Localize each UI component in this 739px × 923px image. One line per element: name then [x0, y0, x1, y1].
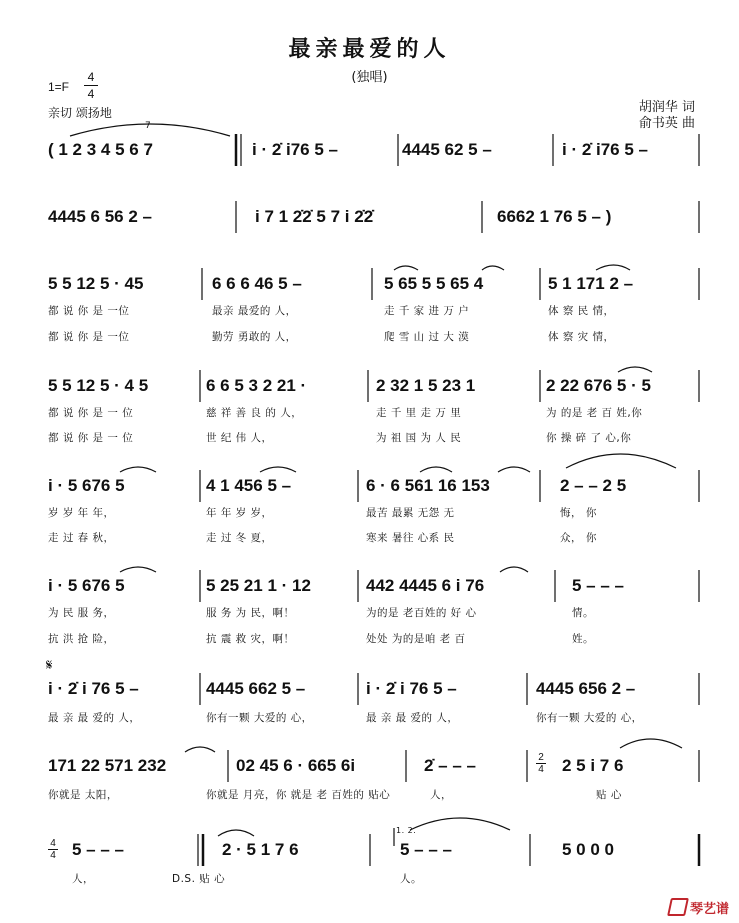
row1-measure4: i · 2̇ i76 5 – [562, 140, 648, 159]
volta-marks: 1. 2. [396, 826, 417, 835]
row7-lyric-a: 最 亲 最 爱的 人， [48, 712, 141, 724]
row5-measure1: i · 5 676 5 [48, 476, 125, 495]
row6-lyric1-d: 情。 [572, 607, 594, 619]
row7-lyric-b: 你有一颗 大爱的 心， [206, 712, 313, 724]
row5-lyric1-a: 岁 岁 年 年， [48, 507, 115, 519]
row5-measure3: 6 · 6 561 16 153 [366, 476, 490, 495]
sig-2-4-bottom: 4 [538, 764, 544, 775]
row6-lyric1-a: 为 民 服 务， [48, 607, 115, 619]
row6-measure3: 442 4445 6 i 76 [366, 576, 485, 595]
row8-measure2: 02 45 6 · 665 6i [236, 756, 356, 775]
row3-lyric2-c: 爬 雪 山 过 大 漠 [384, 331, 470, 343]
row3-measure1: 5 5 12 5 · 45 [48, 274, 144, 293]
sig-2-4-top: 2 [538, 752, 544, 763]
row5-measure2: 4 1 456 5 – [206, 476, 292, 495]
segno-sign: 𝄋 [46, 656, 53, 674]
row5-lyric1-c: 最苦 最累 无怨 无 [366, 507, 455, 519]
row4-lyric1-a: 都 说 你 是 一 位 [48, 407, 134, 419]
row9-measure2: 2 · 5 1 7 6 [222, 840, 299, 859]
row6-lyric1-c: 为的是 老百姓的 好 心 [366, 607, 477, 619]
row8-lyric-d: 贴 心 [596, 789, 622, 801]
logo-text: 琴艺谱 [689, 902, 729, 917]
row8-measure1: 171 22 571 232 [48, 756, 167, 775]
row9-measure4: 5 0 0 0 [562, 840, 614, 859]
row4-lyric2-b: 世 纪 伟 人， [206, 432, 273, 444]
row3-lyric1-d: 体 察 民 情， [548, 305, 615, 317]
row3-lyric2-b: 勤劳 勇敢的 人， [212, 331, 297, 343]
row3-lyric1-a: 都 说 你 是 一位 [48, 305, 130, 317]
row2-measure3: 6662 1 76 5 – ) [497, 207, 612, 226]
song-title: 最亲最爱的人 [288, 36, 451, 62]
row7-measure2: 4445 662 5 – [206, 679, 306, 698]
row3-lyric2-d: 体 察 灾 情， [548, 331, 615, 343]
row3-lyric1-b: 最亲 最爱的 人， [212, 305, 297, 317]
row6-lyric1-b: 服 务 为 民，啊！ [206, 607, 295, 619]
row6-measure4: 5 – – – [572, 576, 624, 595]
row9-lyric-a: 人， [72, 873, 94, 885]
row4-lyric2-a: 都 说 你 是 一 位 [48, 432, 134, 444]
row5-lyric2-a: 走 过 春 秋， [48, 532, 115, 544]
row5-lyric2-b: 走 过 冬 夏， [206, 532, 273, 544]
row6-lyric2-d: 姓。 [572, 633, 594, 645]
row2-measure2: i 7 1 2̇2̇ 5 7 i 2̇2̇ [255, 207, 374, 226]
row8-measure3: 2̇ – – – [424, 756, 476, 775]
row4-measure4: 2 22 676 5 · 5 [546, 376, 651, 395]
row6-measure2: 5 25 21 1 · 12 [206, 576, 311, 595]
row4-lyric1-d: 为 的是 老 百 姓,你 [546, 407, 643, 419]
row1-measure2: i · 2̇ i76 5 – [252, 140, 338, 159]
row9-lyric-b: D.S. 贴 心 [172, 873, 226, 885]
row7-lyric-d: 你有一颗 大爱的 心， [536, 712, 643, 724]
row5-lyric2-c: 寒来 暑往 心系 民 [366, 532, 455, 544]
song-subtitle: (独唱) [351, 70, 388, 85]
row8-lyric-b: 你就是 月亮，你 就是 老 百姓的 贴心 [206, 789, 391, 801]
row4-lyric1-b: 慈 祥 善 良 的 人， [206, 407, 303, 419]
key-signature: 1=F [48, 80, 70, 94]
row9-lyric-c: 人。 [400, 873, 422, 885]
row1-measure1: ( 1 2 3 4 5 6 7 [48, 140, 153, 159]
row6-measure1: i · 5 676 5 [48, 576, 125, 595]
row8-lyric-c: 人， [430, 789, 452, 801]
row8-lyric-a: 你就是 太阳， [48, 789, 118, 801]
row3-measure2: 6 6 6 46 5 – [212, 274, 302, 293]
row4-lyric1-c: 走 千 里 走 万 里 [376, 407, 462, 419]
row3-measure3: 5 65 5 5 65 4 [384, 274, 484, 293]
row4-measure1: 5 5 12 5 · 4 5 [48, 376, 149, 395]
sig-4-4-top: 4 [50, 838, 56, 849]
row3-lyric2-a: 都 说 你 是 一位 [48, 331, 130, 343]
tempo-mark: 亲切 颂扬地 [48, 106, 112, 120]
composer: 俞书英 曲 [638, 116, 695, 131]
row4-measure2: 6 6 5 3 2 21 · [206, 376, 307, 395]
row4-measure3: 2 32 1 5 23 1 [376, 376, 476, 395]
row5-measure4: 2 – – 2 5 [560, 476, 627, 495]
time-signature-top: 4 [87, 70, 95, 84]
row3-lyric1-c: 走 千 家 进 万 户 [384, 305, 470, 317]
row7-measure4: 4445 656 2 – [536, 679, 636, 698]
row8-measure4: 2 5 i 7 6 [562, 756, 624, 775]
lyricist: 胡润华 词 [638, 100, 695, 115]
row7-measure3: i · 2̇ i 76 5 – [366, 679, 457, 698]
row3-measure4: 5 1 171 2 – [548, 274, 634, 293]
row5-lyric1-b: 年 年 岁 岁， [206, 507, 273, 519]
row9-measure3: 5 – – – [400, 840, 452, 859]
row2-measure1: 4445 6 56 2 – [48, 207, 152, 226]
row9-measure1: 5 – – – [72, 840, 124, 859]
row5-lyric1-d: 悔， 你 [560, 507, 597, 519]
row7-measure1: i · 2̇ i 76 5 – [48, 679, 139, 698]
row1-measure3: 4445 62 5 – [402, 140, 492, 159]
tuplet-number: 7 [145, 121, 152, 131]
time-signature-bottom: 4 [87, 87, 95, 101]
row4-lyric2-d: 你 操 碎 了 心,你 [546, 432, 632, 444]
row4-lyric2-c: 为 祖 国 为 人 民 [376, 432, 462, 444]
row7-lyric-c: 最 亲 最 爱的 人， [366, 712, 459, 724]
sig-4-4-bottom: 4 [50, 850, 56, 861]
row5-lyric2-d: 众， 你 [560, 532, 597, 544]
row6-lyric2-a: 抗 洪 抢 险， [48, 633, 115, 645]
row6-lyric2-c: 处处 为的是咱 老 百 [366, 633, 466, 645]
row6-lyric2-b: 抗 震 救 灾，啊！ [206, 633, 295, 645]
